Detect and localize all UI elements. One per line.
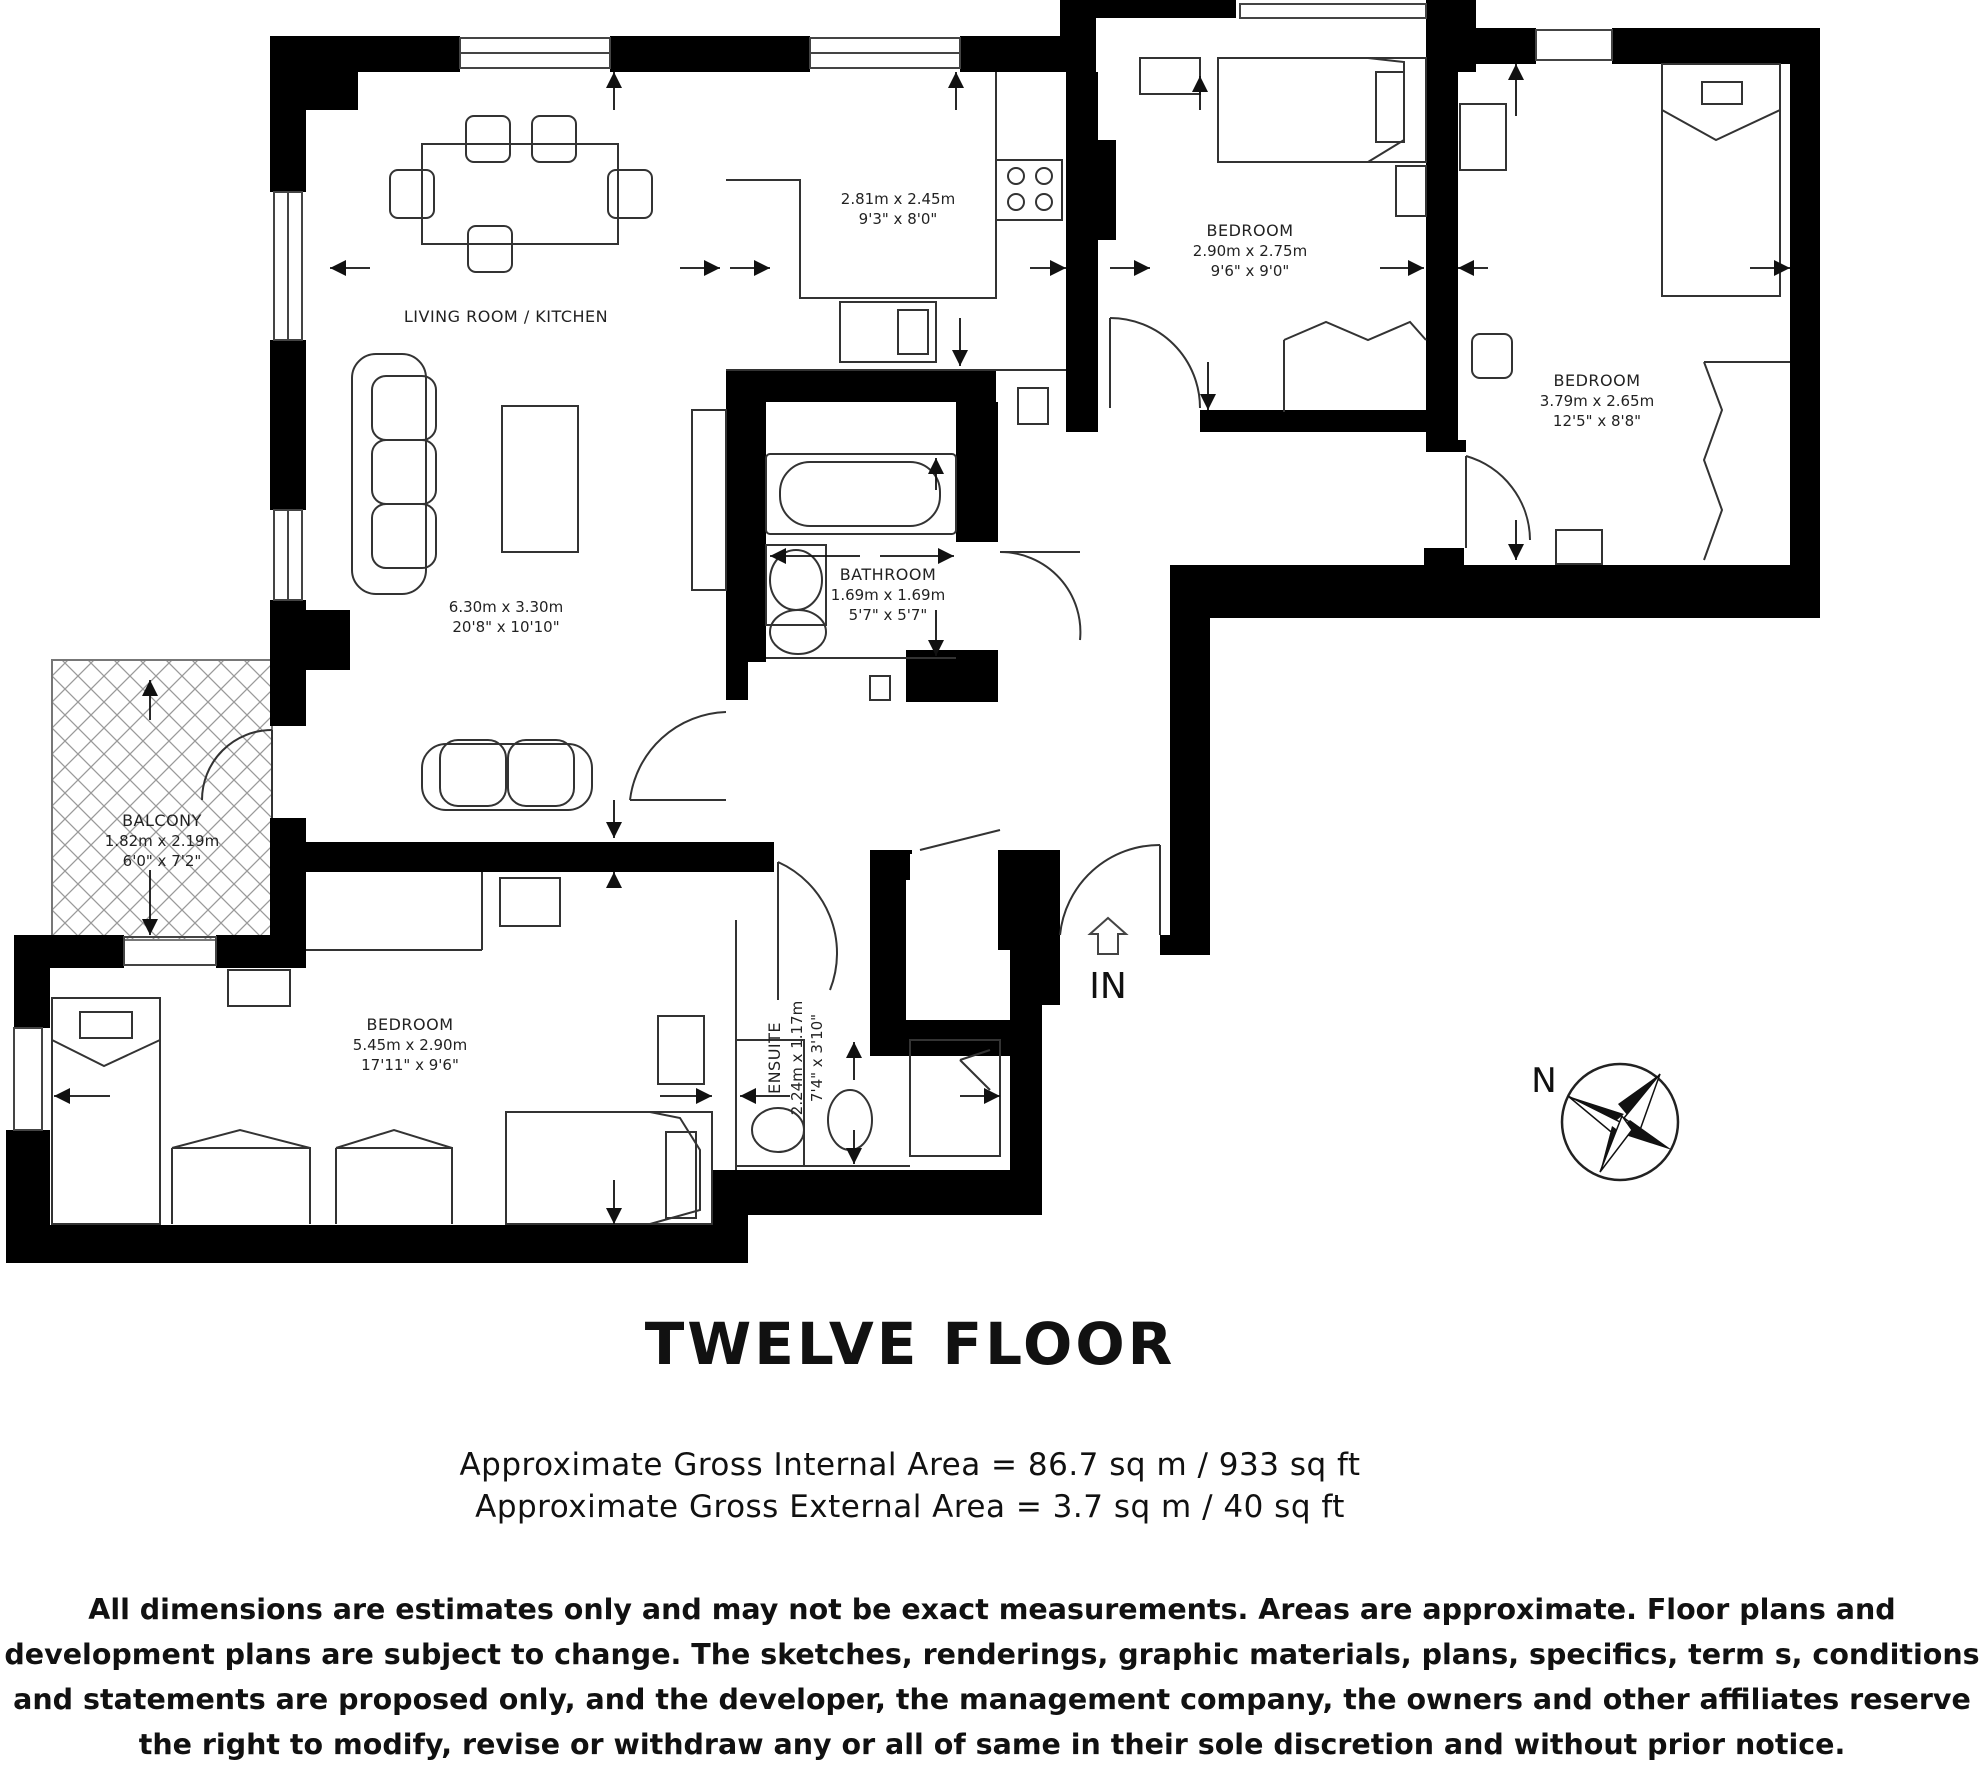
bathroom-dim-m: 1.69m x 1.69m — [830, 586, 946, 604]
floor-title: TWELVE FLOOR — [644, 1310, 1176, 1378]
compass-rose-icon — [1562, 1064, 1678, 1180]
bedroom-top-dim-ft: 9'6" x 9'0" — [1210, 262, 1290, 280]
internal-area: Approximate Gross Internal Area = 86.7 sq m / 933 sq ft — [459, 1447, 1361, 1483]
living-room-dim-m: 6.30m x 3.30m — [448, 598, 564, 616]
disclaimer: All dimensions are estimates only and may not be exact measurements. Areas are approximate. Floor plans and development plans are subject to change. The sketches, renderings, graphic materials, plans, specifics, term s, conditions and statements are proposed only, and the developer, the management company, the owners and other affiliates reserve the right to modify, revise or withdraw any or all of same in their sole discretion and without prior notice. — [4, 1593, 1980, 1761]
bathroom-name: BATHROOM — [839, 565, 937, 584]
bedroom-top-name: BEDROOM — [1206, 221, 1294, 240]
balcony-dim-ft: 6'0" x 7'2" — [122, 852, 202, 870]
kitchen-dim-ft: 9'3" x 8'0" — [858, 210, 938, 228]
bedroom-top-dim-m: 2.90m x 2.75m — [1192, 242, 1308, 260]
bathroom-dim-ft: 5'7" x 5'7" — [848, 606, 928, 624]
kitchen-dim-m: 2.81m x 2.45m — [840, 190, 956, 208]
bedroom-right-dim-ft: 12'5" x 8'8" — [1552, 412, 1642, 430]
bedroom-bottom-dim-m: 5.45m x 2.90m — [352, 1036, 468, 1054]
entrance-label: IN — [1089, 966, 1127, 1007]
ensuite-dim-m: 2.24m x 1.17m — [788, 1000, 806, 1116]
bedroom-right-name: BEDROOM — [1553, 371, 1641, 390]
balcony — [52, 660, 272, 940]
living-room-name: LIVING ROOM / KITCHEN — [403, 307, 609, 326]
balcony-name: BALCONY — [122, 811, 202, 830]
balcony-dim-m: 1.82m x 2.19m — [104, 832, 220, 850]
ensuite-dim-ft: 7'4" x 3'10" — [808, 1013, 826, 1103]
living-room-dim-ft: 20'8" x 10'10" — [452, 618, 560, 636]
external-area: Approximate Gross External Area = 3.7 sq m / 40 sq ft — [475, 1489, 1345, 1525]
bedroom-bottom-name: BEDROOM — [366, 1015, 454, 1034]
bedroom-right-dim-m: 3.79m x 2.65m — [1539, 392, 1655, 410]
north-label: N — [1531, 1061, 1557, 1101]
entrance-arrow-icon — [1090, 918, 1126, 954]
bedroom-bottom-dim-ft: 17'11" x 9'6" — [361, 1056, 459, 1074]
ensuite-name: ENSUITE — [765, 1021, 784, 1095]
